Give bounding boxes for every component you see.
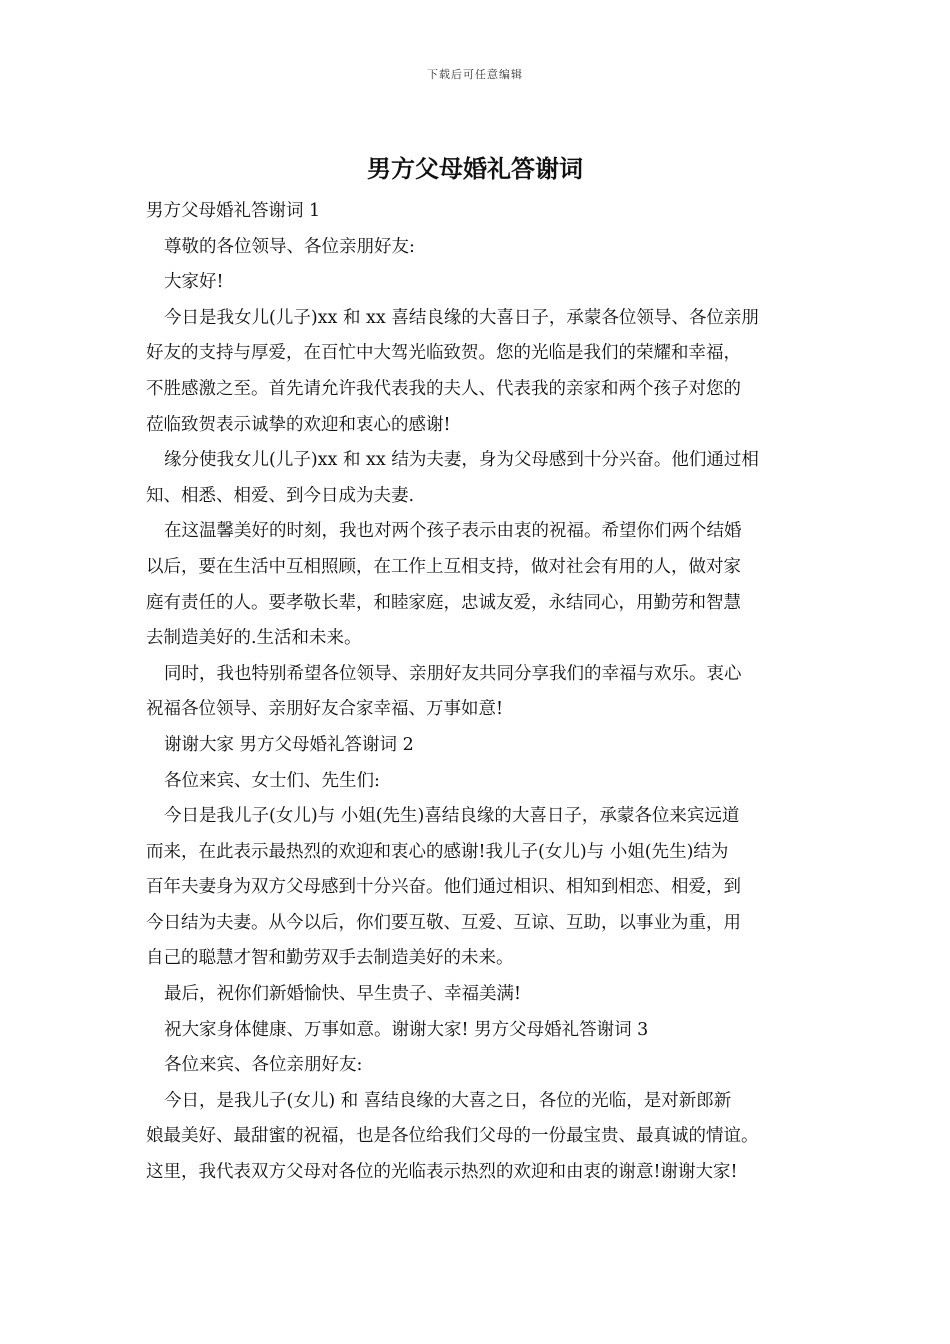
- body-line: 百年夫妻身为双方父母感到十分兴奋。他们通过相识、相知到相恋、相爱，到: [146, 877, 741, 898]
- body-line: 庭有责任的人。要孝敬长辈，和睦家庭，忠诚友爱，永结同心，用勤劳和智慧: [146, 592, 741, 613]
- body-line: 尊敬的各位领导、各位亲朋好友:: [164, 236, 415, 257]
- document-title: 男方父母婚礼答谢词: [367, 154, 583, 183]
- body-line: 大家好!: [164, 272, 224, 293]
- body-line: 去制造美好的.生活和未来。: [146, 628, 362, 649]
- body-line: 祝福各位领导、亲朋好友合家幸福、万事如意!: [146, 699, 504, 720]
- body-line: 各位来宾、各位亲朋好友:: [164, 1055, 363, 1076]
- body-line: 今日，是我儿子(女儿) 和 喜结良缘的大喜之日，各位的光临，是对新郎新: [164, 1090, 732, 1111]
- body-line: 各位来宾、女士们、先生们:: [164, 770, 380, 791]
- body-line: 今日结为夫妻。从今以后，你们要互敬、互爱、互谅、互助，以事业为重，用: [146, 912, 741, 933]
- body-line: 最后，祝你们新婚愉快、早生贵子、幸福美满!: [164, 984, 522, 1005]
- body-line: 以后，要在生活中互相照顾，在工作上互相支持，做对社会有用的人，做对家: [146, 556, 741, 577]
- body-line: 这里，我代表双方父母对各位的光临表示热烈的欢迎和由衷的谢意!谢谢大家!: [146, 1162, 738, 1183]
- body-line: 莅临致贺表示诚挚的欢迎和衷心的感谢!: [146, 414, 451, 435]
- body-line: 而来，在此表示最热烈的欢迎和衷心的感谢!我儿子(女儿)与 小姐(先生)结为: [146, 841, 729, 862]
- header-note: 下载后可任意编辑: [427, 68, 523, 81]
- body-line: 祝大家身体健康、万事如意。谢谢大家! 男方父母婚礼答谢词 3: [164, 1019, 649, 1040]
- body-line: 不胜感激之至。首先请允许我代表我的夫人、代表我的亲家和两个孩子对您的: [146, 378, 741, 399]
- body-line: 缘分使我女儿(儿子)xx 和 xx 结为夫妻，身为父母感到十分兴奋。他们通过相: [164, 450, 759, 471]
- document-body: [146, 194, 810, 1191]
- body-line: 谢谢大家 男方父母婚礼答谢词 2: [164, 734, 414, 755]
- body-line: 同时，我也特别希望各位领导、亲朋好友共同分享我们的幸福与欢乐。衷心: [164, 663, 742, 684]
- body-line: 今日是我儿子(女儿)与 小姐(先生)喜结良缘的大喜日子，承蒙各位来宾远道: [164, 806, 740, 827]
- body-line: 好友的支持与厚爱，在百忙中大驾光临致贺。您的光临是我们的荣耀和幸福，: [146, 343, 741, 364]
- body-line: 娘最美好、最甜蜜的祝福，也是各位给我们父母的一份最宝贵、最真诚的情谊。: [146, 1126, 759, 1147]
- body-line: 在这温馨美好的时刻，我也对两个孩子表示由衷的祝福。希望你们两个结婚: [164, 521, 742, 542]
- body-line: 今日是我女儿(儿子)xx 和 xx 喜结良缘的大喜日子，承蒙各位领导、各位亲朋: [164, 307, 759, 328]
- body-line: 知、相悉、相爱、到今日成为夫妻.: [146, 485, 415, 506]
- body-line: 男方父母婚礼答谢词 1: [146, 201, 321, 221]
- body-line: 自己的聪慧才智和勤劳双手去制造美好的未来。: [146, 948, 514, 969]
